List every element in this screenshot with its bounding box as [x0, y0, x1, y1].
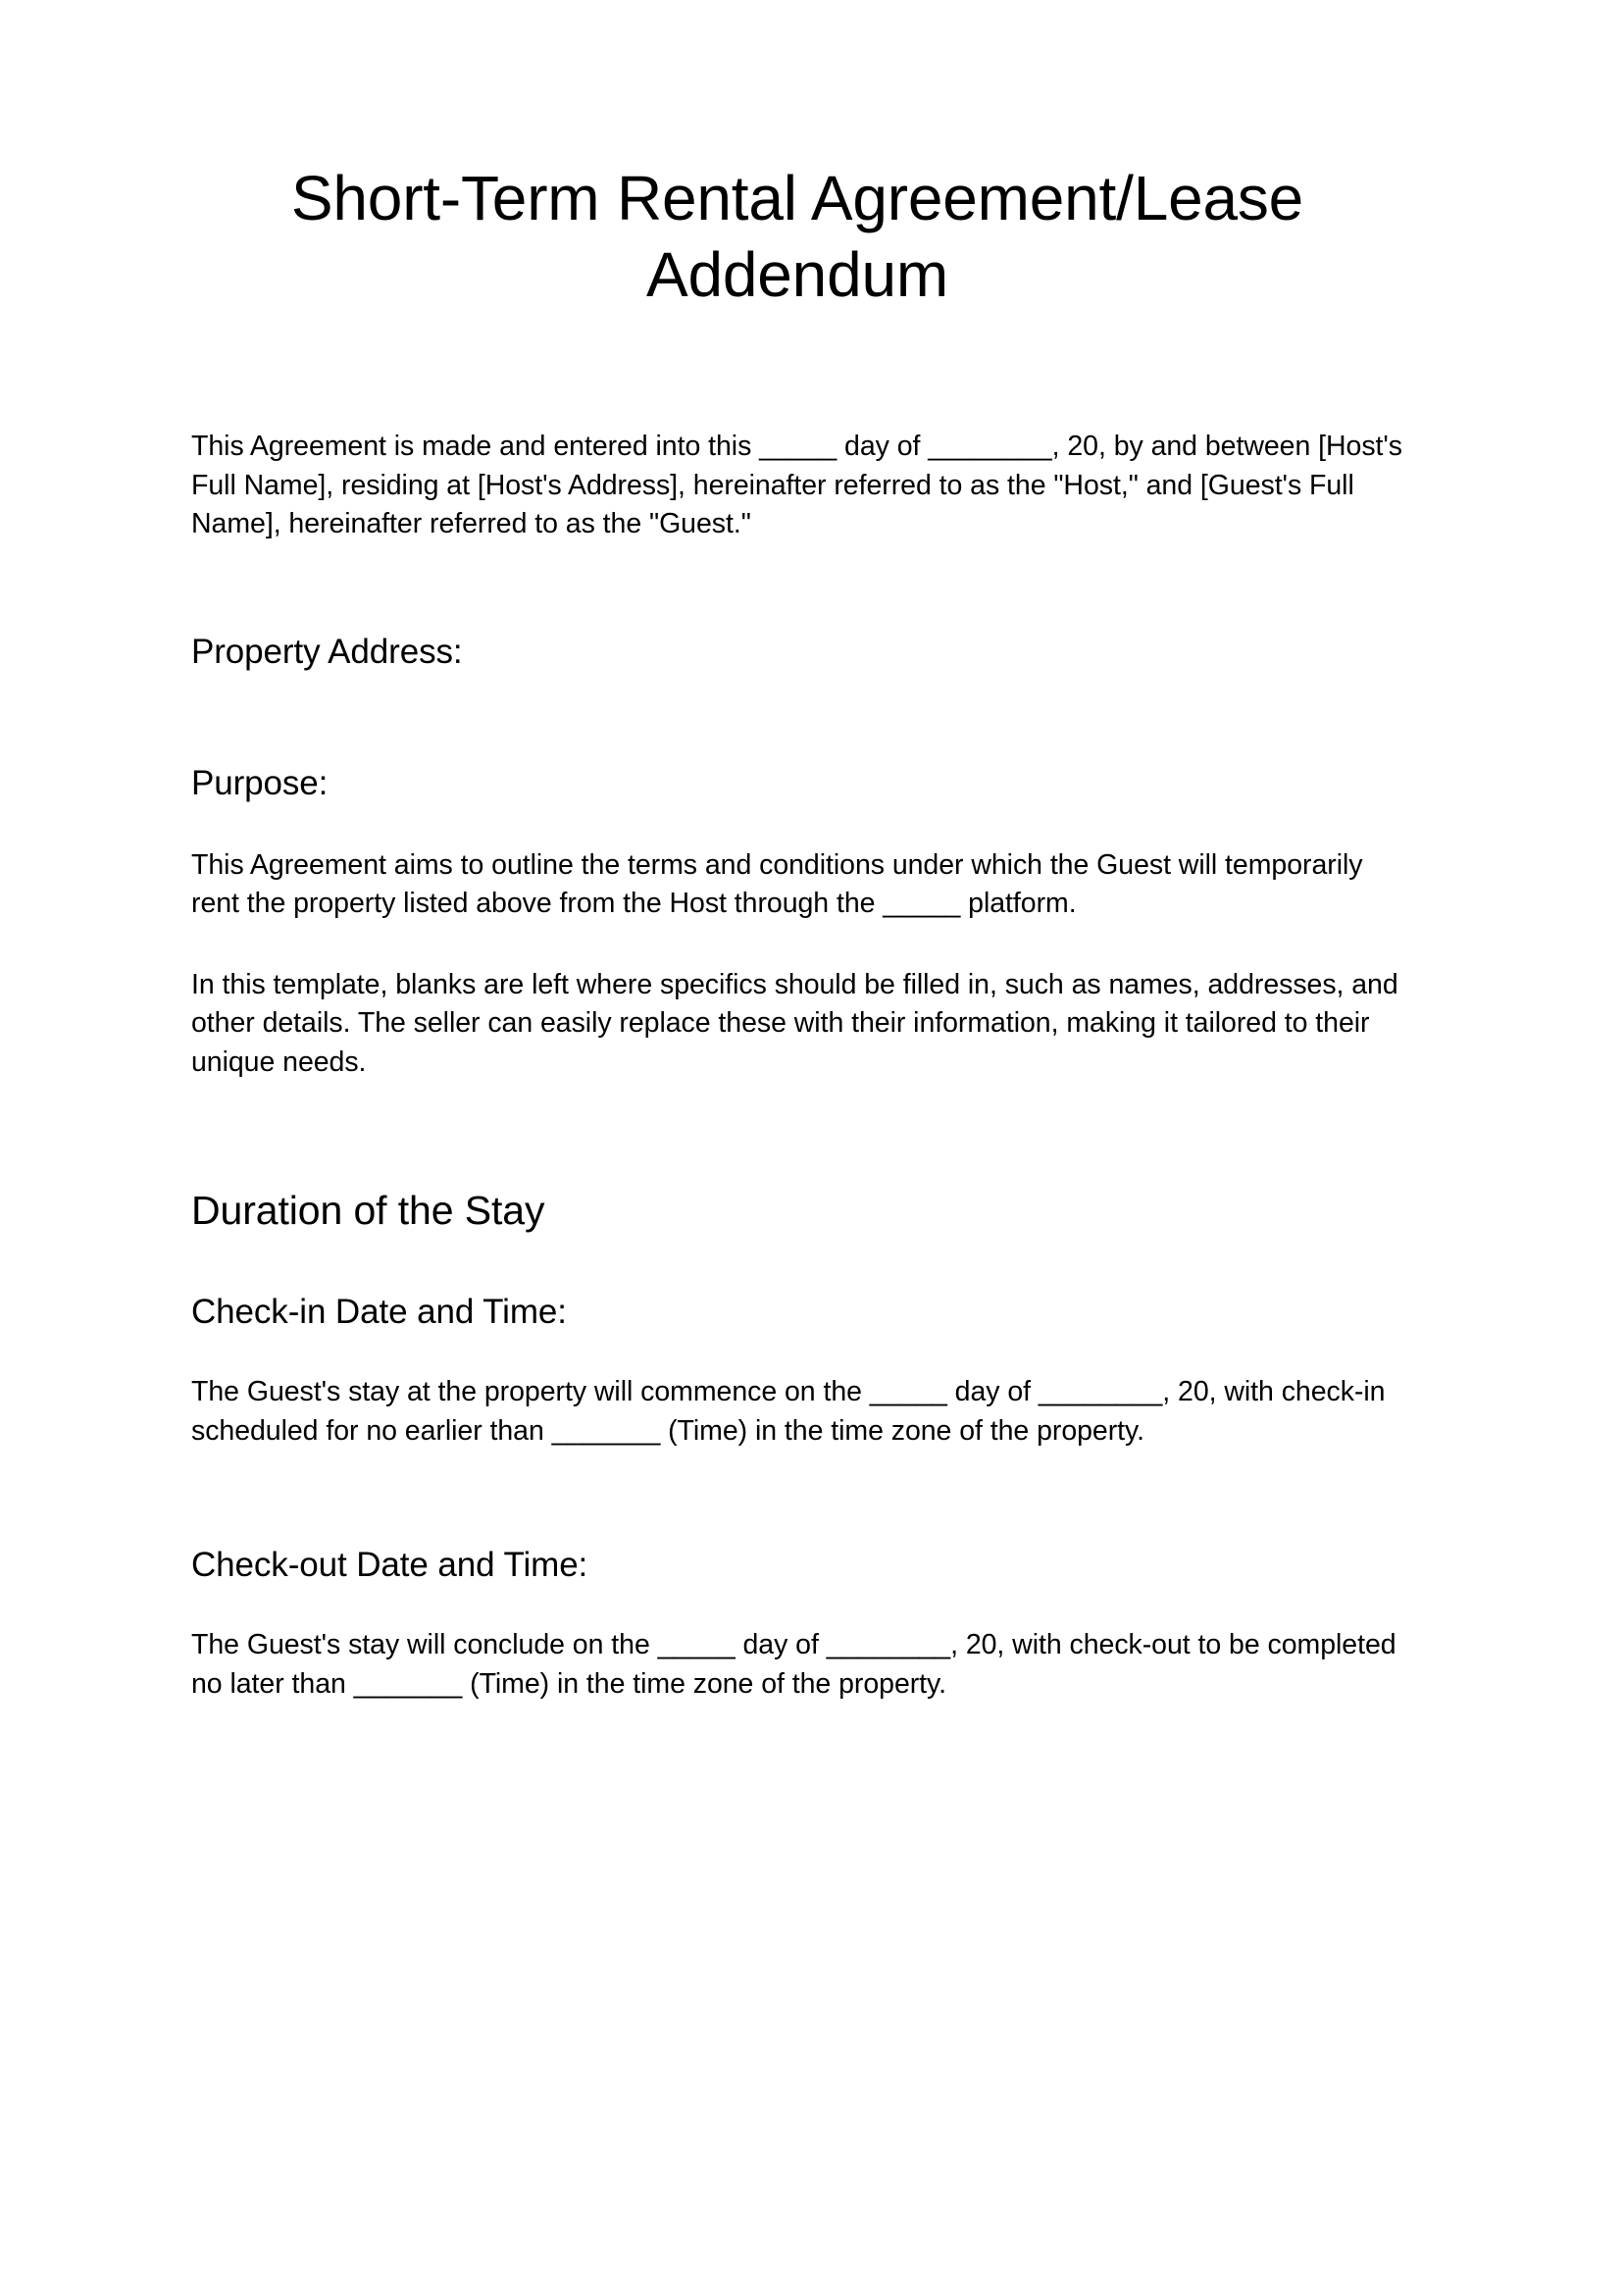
spacer-after-purpose-heading	[191, 805, 1403, 846]
purpose-paragraph-2: In this template, blanks are left where specifics should be filled in, such as names, addresses, and other details. The seller can easily replace these with their information, making it tailored to their unique needs.	[191, 968, 1398, 1078]
check-out-heading: Check-out Date and Time:	[191, 1546, 588, 1584]
check-in-heading: Check-in Date and Time:	[191, 1293, 567, 1331]
spacer-between-purpose-paragraphs	[191, 924, 1403, 966]
intro-paragraph: This Agreement is made and entered into this _____ day of ________, 20, by and between [Host's Full Name], residing at [Host's Address], hereinafter referred to as the "Host," and [Guest's Full Name], hereinafter referred to as the "Guest."	[191, 431, 1402, 539]
page-title: Short-Term Rental Agreement/Lease Addendum	[290, 163, 1304, 310]
spacer-after-intro	[191, 544, 1403, 631]
document-content	[191, 0, 1403, 1704]
property-address-heading: Property Address:	[191, 632, 463, 671]
spacer-after-check-out-heading	[191, 1587, 1403, 1626]
spacer-before-check-out-heading	[191, 1451, 1403, 1544]
duration-of-stay-heading: Duration of the Stay	[191, 1188, 545, 1233]
spacer-after-check-in-heading	[191, 1334, 1403, 1373]
check-out-paragraph: The Guest's stay will conclude on the _____ day of ________, 20, with check-out to be completed no later than _______ (Time) in the time zone of the property.	[191, 1629, 1396, 1700]
spacer-after-duration-heading	[191, 1235, 1403, 1291]
spacer-after-title	[191, 313, 1403, 428]
spacer-property-address-blank	[191, 674, 1403, 762]
check-in-paragraph: The Guest's stay at the property will commence on the _____ day of ________, 20, with check-in scheduled for no earlier than _______ (Time) in the time zone of the property.	[191, 1376, 1386, 1447]
spacer-before-duration-heading	[191, 1082, 1403, 1186]
purpose-heading: Purpose:	[191, 763, 329, 802]
purpose-paragraph-1: This Agreement aims to outline the terms and conditions under which the Guest will temporarily rent the property listed above from the Host through the _____ platform.	[191, 848, 1363, 919]
